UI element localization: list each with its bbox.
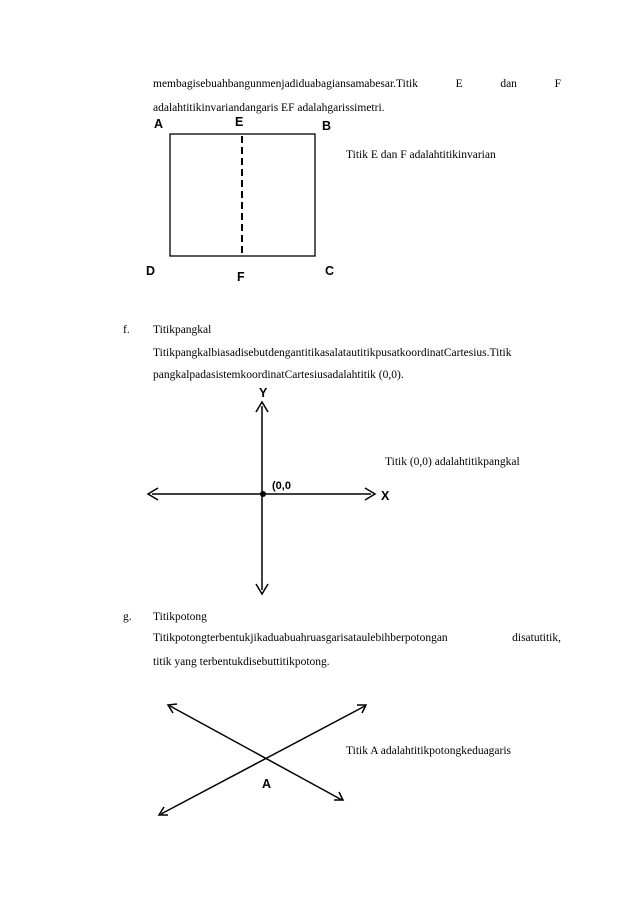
- label-x-axis: X: [381, 489, 390, 503]
- section-e-line2: adalahtitikinvariandangaris EF adalahgarissimetri.: [153, 102, 385, 114]
- label-e: E: [235, 115, 244, 129]
- section-f-caption: Titik (0,0) adalahtitikpangkal: [385, 456, 520, 468]
- section-e-line1-f: F: [554, 78, 561, 90]
- section-g-line1-tail: disatutitik,: [512, 632, 561, 644]
- line-2: [161, 706, 365, 814]
- section-g-marker: g.: [123, 611, 132, 623]
- section-f-line2: pangkalpadasistemkoordinatCartesiusadalahtitik (0,0).: [153, 369, 404, 381]
- label-f: F: [237, 270, 245, 284]
- label-d: D: [146, 264, 156, 278]
- line-1: [170, 706, 342, 800]
- label-y-axis: Y: [259, 386, 268, 400]
- label-c: C: [325, 264, 335, 278]
- label-a: A: [154, 117, 164, 131]
- section-f-line1: TitikpangkalbiasadisebutdengantitikasalatautitikpusatkoordinatCartesius.Titik: [153, 347, 512, 359]
- section-e-line1-e: E: [455, 78, 463, 90]
- section-g-line1-text: Titikpotongterbentukjikaduabuahruasgarisataulebihberpotongan: [153, 632, 448, 644]
- label-intersection-a: A: [262, 777, 272, 791]
- section-e-line1-text: membagisebuahbangunmenjadiduabagiansamabesar.Titik: [153, 78, 418, 90]
- section-f-heading: Titikpangkal: [153, 324, 212, 336]
- label-b: B: [322, 119, 332, 133]
- section-e-caption: Titik E dan F adalahtitikinvarian: [346, 149, 496, 161]
- section-f-marker: f.: [123, 324, 130, 336]
- section-e-line1-dan: dan: [500, 78, 517, 90]
- label-origin: (0,0: [272, 480, 291, 492]
- section-g-heading: Titikpotong: [153, 611, 207, 623]
- section-g-caption: Titik A adalahtitikpotongkeduagaris: [346, 745, 512, 757]
- section-g-line2: titik yang terbentukdisebuttitikpotong.: [153, 656, 330, 668]
